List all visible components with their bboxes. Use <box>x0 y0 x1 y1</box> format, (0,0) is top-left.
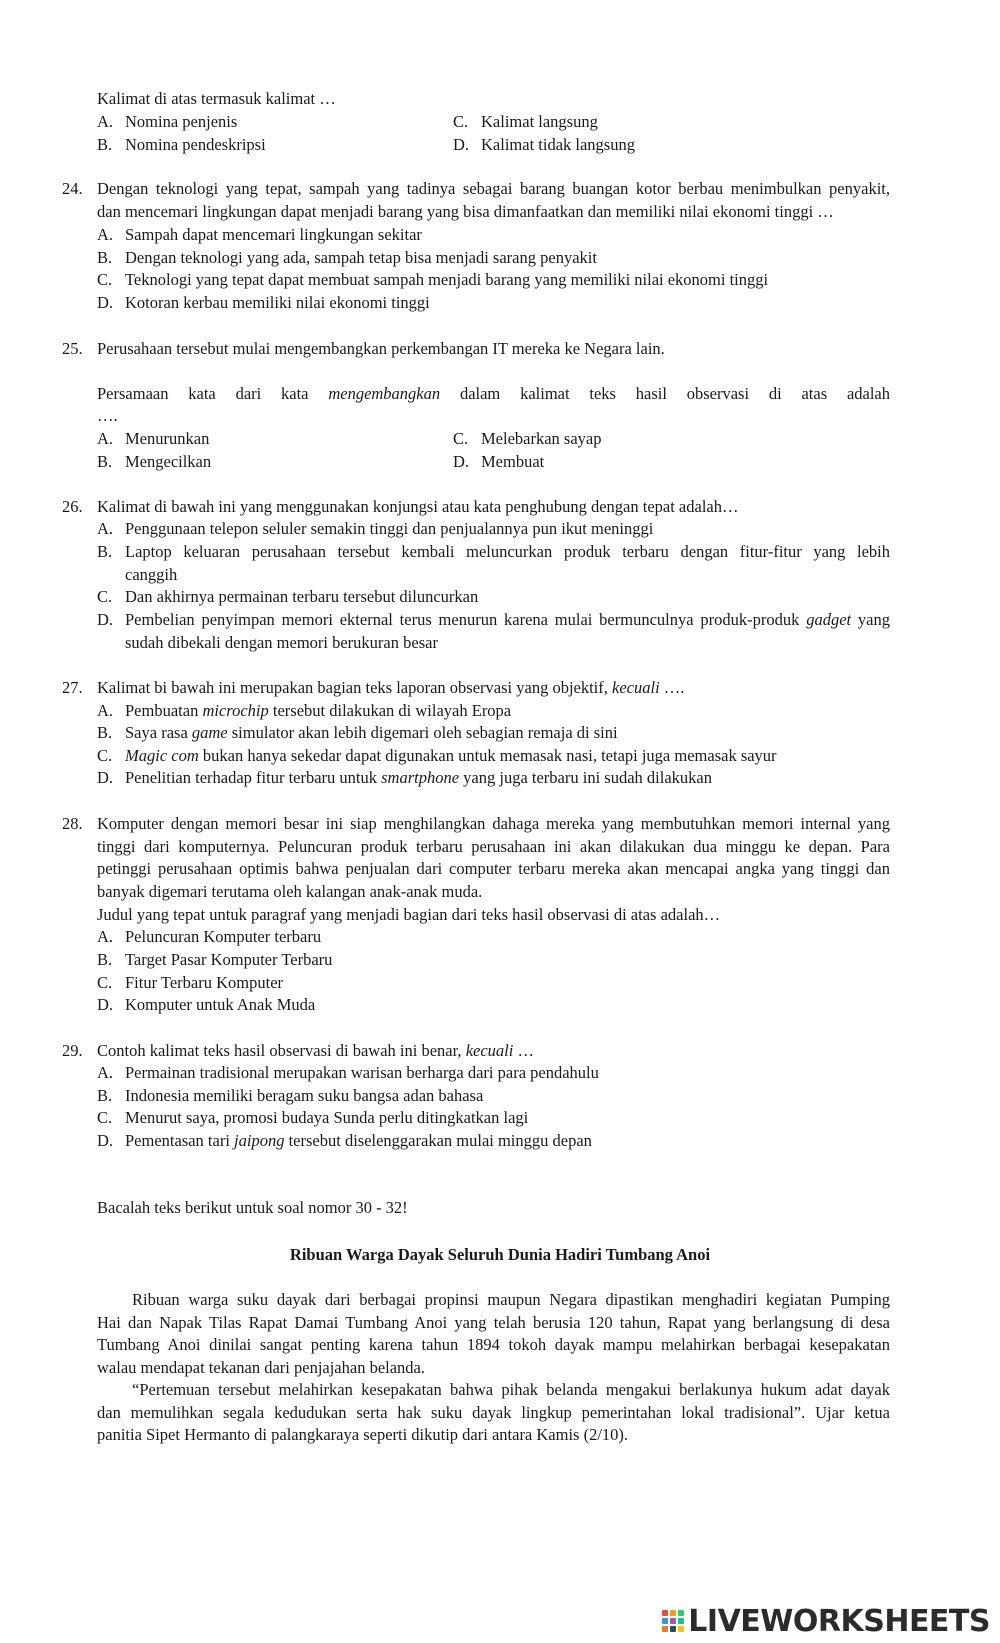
q28-question: Judul yang tepat untuk paragraf yang menjadi bagian dari teks hasil observasi di atas adalah… <box>97 905 721 924</box>
reading-p2-line-2: dan memulihkan segala kedudukan serta hak suku dayak lingkup pemerintahan lokal tradisional”. Ujar ketua <box>97 1403 890 1422</box>
q29-option-a[interactable]: A. Permainan tradisional merupakan warisan berharga dari para pendahulu <box>97 1063 599 1082</box>
q25-question-cont: …. <box>97 406 118 425</box>
logo-square <box>678 1618 684 1624</box>
q28-text-line-2: tinggi dari komputernya. Peluncuran produk terbaru perusahaan ini akan dilakukan dua minggu ke depan. Para <box>97 837 890 856</box>
q29-option-b[interactable]: B. Indonesia memiliki beragam suku bangsa adan bahasa <box>97 1086 484 1105</box>
logo-text: LIVEWORKSHEETS <box>688 1603 990 1639</box>
q26-option-c[interactable]: C. Dan akhirnya permainan terbaru tersebut diluncurkan <box>97 587 479 606</box>
q27-stem: Kalimat bi bawah ini merupakan bagian teks laporan observasi yang objektif, kecuali …. <box>97 678 685 697</box>
q24-stem-line-1: Dengan teknologi yang tepat, sampah yang tadinya sebagai barang buangan kotor berbau menimbulkan penyakit, <box>97 179 890 198</box>
logo-grid-icon <box>662 1610 684 1632</box>
q24-option-b[interactable]: B. Dengan teknologi yang ada, sampah tetap bisa menjadi sarang penyakit <box>97 248 597 267</box>
q29-stem: Contoh kalimat teks hasil observasi di bawah ini benar, kecuali … <box>97 1041 534 1060</box>
q23-option-c[interactable]: C. Kalimat langsung <box>453 112 598 131</box>
q23-stem: Kalimat di atas termasuk kalimat … <box>97 89 336 108</box>
q25-option-c[interactable]: C. Melebarkan sayap <box>453 429 602 448</box>
logo-square <box>662 1610 668 1616</box>
q26-option-b-line-1[interactable]: Laptop keluaran perusahaan tersebut kembali meluncurkan produk terbaru dengan fitur-fitur yang lebih <box>125 542 890 561</box>
q23-option-a[interactable]: A. Nomina penjenis <box>97 112 238 131</box>
reading-p1-line-2: Hai dan Napak Tilas Rapat Damai Tumbang Anoi yang telah berusia 120 tahun, Rapat yang berlangsung di desa <box>97 1313 890 1332</box>
q29-option-d[interactable]: D. Pementasan tari jaipong tersebut diselenggarakan mulai minggu depan <box>97 1131 592 1150</box>
q28-option-a[interactable]: A. Peluncuran Komputer terbaru <box>97 927 322 946</box>
q24-stem-line-2: dan mencemari lingkungan dapat menjadi barang yang bisa dimanfaatkan dan memiliki nilai ekonomi tinggi … <box>97 202 834 221</box>
q27-number: 27. <box>62 678 83 697</box>
q28-text-line-4: banyak digemari terutama oleh kalangan anak-anak muda. <box>97 882 483 901</box>
q28-text-line-1: Komputer dengan memori besar ini siap menghilangkan dahaga mereka yang membutuhkan memori internal yang <box>97 814 890 833</box>
q28-option-c[interactable]: C. Fitur Terbaru Komputer <box>97 973 284 992</box>
q28-number: 28. <box>62 814 83 833</box>
q26-option-d-line-2[interactable]: sudah dibekali dengan memori berukuran besar <box>125 633 438 652</box>
logo-square <box>662 1626 668 1632</box>
q26-option-d-label[interactable]: D. <box>97 610 114 629</box>
q23-option-d[interactable]: D. Kalimat tidak langsung <box>453 135 635 154</box>
q29-number: 29. <box>62 1041 83 1060</box>
reading-p1-line-3: Tumbang Anoi dinilai sangat penting karena tahun 1894 tokoh dayak mampu melahirkan berbagai kesepakatan <box>97 1335 890 1354</box>
reading-title: Ribuan Warga Dayak Seluruh Dunia Hadiri Tumbang Anoi <box>289 1245 711 1264</box>
q26-option-b-line-2[interactable]: canggih <box>125 565 178 584</box>
logo-square <box>670 1618 676 1624</box>
reading-p2-line-3: panitia Sipet Hermanto di palangkaraya seperti dikutip dari antara Kamis (2/10). <box>97 1425 629 1444</box>
liveworksheets-logo <box>662 1603 990 1639</box>
q25-question: Persamaan kata dari kata mengembangkan dalam kalimat teks hasil observasi di atas adalah <box>97 384 890 403</box>
q28-option-d[interactable]: D. Komputer untuk Anak Muda <box>97 995 316 1014</box>
logo-square <box>678 1610 684 1616</box>
reading-p1-line-1: Ribuan warga suku dayak dari berbagai propinsi maupun Negara dipastikan menghadiri kegiatan Pumping <box>132 1290 890 1309</box>
q24-number: 24. <box>62 179 83 198</box>
q24-option-d[interactable]: D. Kotoran kerbau memiliki nilai ekonomi tinggi <box>97 293 430 312</box>
q27-option-a[interactable]: A. Pembuatan microchip tersebut dilakukan di wilayah Eropa <box>97 701 512 720</box>
q25-option-d[interactable]: D. Membuat <box>453 452 545 471</box>
q27-option-d[interactable]: D. Penelitian terhadap fitur terbaru untuk smartphone yang juga terbaru ini sudah dilakukan <box>97 768 712 787</box>
reading-instruction: Bacalah teks berikut untuk soal nomor 30 - 32! <box>97 1198 408 1217</box>
logo-square <box>678 1626 684 1632</box>
reading-p1-line-4: walau mendapat tekanan dari penjajahan belanda. <box>97 1358 426 1377</box>
logo-square <box>662 1618 668 1624</box>
q28-option-b[interactable]: B. Target Pasar Komputer Terbaru <box>97 950 333 969</box>
q26-option-b-label[interactable]: B. <box>97 542 113 561</box>
logo-square <box>670 1626 676 1632</box>
q23-option-b[interactable]: B. Nomina pendeskripsi <box>97 135 266 154</box>
q25-option-b[interactable]: B. Mengecilkan <box>97 452 212 471</box>
q27-option-c[interactable]: C. Magic com bukan hanya sekedar dapat digunakan untuk memasak nasi, tetapi juga memasak sayur <box>97 746 777 765</box>
q25-number: 25. <box>62 339 83 358</box>
q28-text-line-3: petinggi perusahaan optimis bahwa penjualan dari computer terbaru mereka akan mencapai angka yang tinggi dan <box>97 859 890 878</box>
q25-option-a[interactable]: A. Menurunkan <box>97 429 210 448</box>
logo-square <box>670 1610 676 1616</box>
q26-option-d-line-1[interactable]: Pembelian penyimpan memori ekternal terus menurun karena mulai bermunculnya produk-produk gadget yang <box>125 610 890 629</box>
q26-option-a[interactable]: A. Penggunaan telepon seluler semakin tinggi dan penjualannya pun ikut meninggi <box>97 519 654 538</box>
q29-option-c[interactable]: C. Menurut saya, promosi budaya Sunda perlu ditingkatkan lagi <box>97 1108 529 1127</box>
q25-stem: Perusahaan tersebut mulai mengembangkan perkembangan IT mereka ke Negara lain. <box>97 339 665 358</box>
q24-option-a[interactable]: A. Sampah dapat mencemari lingkungan sekitar <box>97 225 422 244</box>
reading-p2-line-1: “Pertemuan tersebut melahirkan kesepakatan bahwa pihak belanda mengakui berlakunya hukum adat dayak <box>132 1380 890 1399</box>
q24-option-c[interactable]: C. Teknologi yang tepat dapat membuat sampah menjadi barang yang memiliki nilai ekonomi tinggi <box>97 270 769 289</box>
q27-option-b[interactable]: B. Saya rasa game simulator akan lebih digemari oleh sebagian remaja di sini <box>97 723 618 742</box>
q26-stem: Kalimat di bawah ini yang menggunakan konjungsi atau kata penghubung dengan tepat adalah… <box>97 497 739 516</box>
q26-number: 26. <box>62 497 83 516</box>
